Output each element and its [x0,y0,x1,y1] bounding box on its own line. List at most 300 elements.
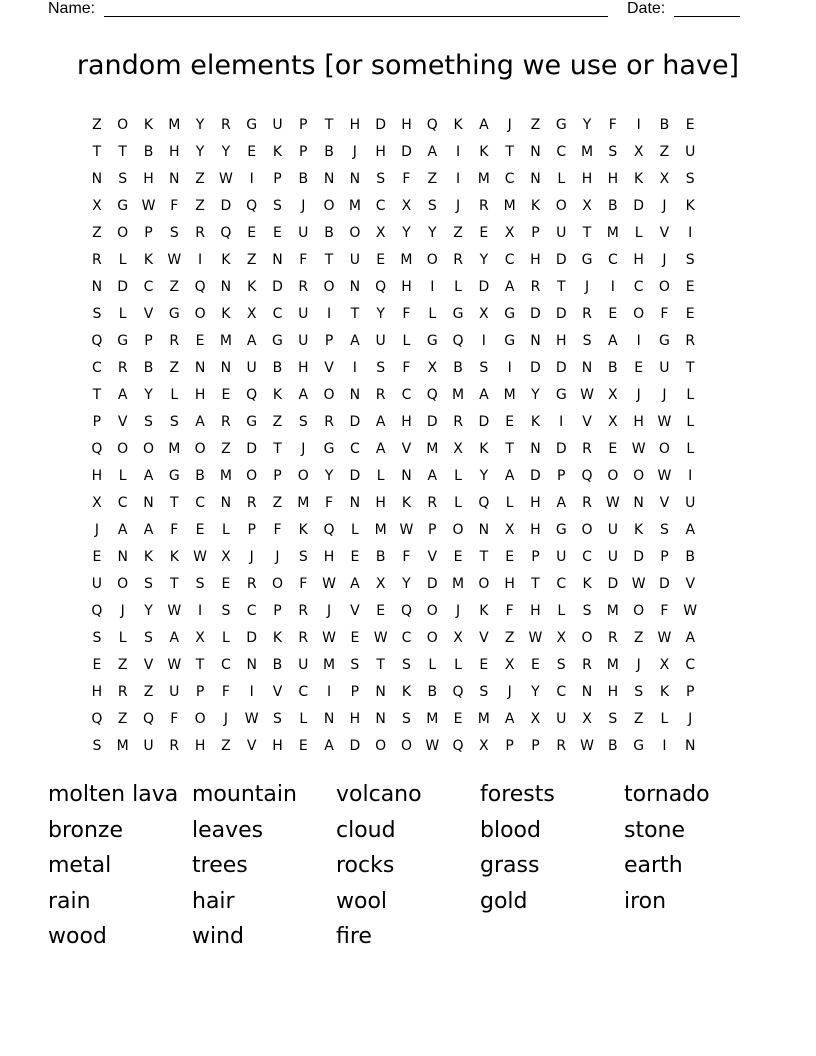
grid-letter[interactable]: M [323,656,336,673]
grid-letter[interactable]: P [428,521,437,538]
grid-letter[interactable]: O [400,737,412,754]
grid-letter[interactable]: I [249,170,254,187]
grid-letter[interactable]: O [323,386,335,403]
grid-letter[interactable]: G [659,332,670,349]
grid-letter[interactable]: O [452,521,464,538]
grid-letter[interactable]: S [92,305,102,322]
grid-letter[interactable]: H [607,170,619,187]
grid-letter[interactable]: Q [478,494,490,511]
grid-letter[interactable]: D [555,251,567,268]
grid-letter[interactable]: M [297,494,310,511]
grid-letter[interactable]: C [633,278,644,295]
grid-letter[interactable]: L [428,656,437,673]
grid-letter[interactable]: R [582,440,592,457]
grid-letter[interactable]: K [143,116,154,133]
grid-letter[interactable]: Y [144,386,153,403]
grid-letter[interactable]: A [143,521,154,538]
grid-letter[interactable]: R [246,494,257,511]
grid-letter[interactable]: C [582,548,592,565]
grid-letter[interactable]: P [531,548,540,565]
grid-letter[interactable]: W [167,251,182,268]
grid-letter[interactable]: Y [427,224,437,241]
grid-letter[interactable]: T [324,116,334,133]
grid-letter[interactable]: W [193,548,207,565]
grid-letter[interactable]: P [686,683,695,700]
grid-letter[interactable]: U [375,332,386,349]
grid-letter[interactable]: P [557,467,566,484]
grid-letter[interactable]: V [324,359,334,376]
grid-letter[interactable]: S [298,413,308,430]
grid-letter[interactable]: M [348,197,361,214]
grid-letter[interactable]: W [580,386,594,403]
grid-letter[interactable]: V [479,629,489,646]
grid-letter[interactable]: A [504,467,515,484]
grid-letter[interactable]: R [582,656,592,673]
grid-letter[interactable]: W [322,575,336,592]
grid-letter[interactable]: R [117,359,128,376]
grid-letter[interactable]: O [426,629,438,646]
grid-letter[interactable]: S [685,170,695,187]
grid-letter[interactable]: D [530,305,541,322]
grid-letter[interactable]: P [92,413,102,430]
grid-letter[interactable]: H [504,575,515,592]
grid-letter[interactable]: D [246,629,258,646]
grid-letter[interactable]: T [92,143,102,160]
grid-letter[interactable]: M [400,251,413,268]
grid-letter[interactable]: O [194,710,206,727]
grid-letter[interactable]: K [401,683,412,700]
grid-letter[interactable]: T [479,548,489,565]
grid-letter[interactable]: Z [272,413,283,430]
grid-letter[interactable]: T [685,359,695,376]
grid-letter[interactable]: A [479,116,489,133]
grid-letter[interactable]: J [327,602,332,619]
grid-letter[interactable]: E [273,224,282,241]
grid-letter[interactable]: E [92,548,102,565]
grid-letter[interactable]: E [221,386,231,403]
grid-letter[interactable]: F [660,602,669,619]
grid-letter[interactable]: H [401,413,412,430]
grid-letter[interactable]: M [606,602,619,619]
grid-letter[interactable]: X [504,656,515,673]
grid-letter[interactable]: J [301,440,306,457]
grid-letter[interactable]: K [479,440,489,457]
grid-letter[interactable]: H [375,494,386,511]
grid-letter[interactable]: O [323,197,335,214]
grid-letter[interactable]: A [556,494,567,511]
grid-letter[interactable]: Q [426,386,438,403]
grid-letter[interactable]: N [91,278,103,295]
grid-letter[interactable]: E [92,656,102,673]
grid-letter[interactable]: K [221,251,231,268]
grid-letter[interactable]: K [685,197,695,214]
grid-letter[interactable]: T [324,251,334,268]
grid-letter[interactable]: S [376,170,386,187]
grid-letter[interactable]: R [556,737,567,754]
grid-letter[interactable]: H [581,170,593,187]
grid-letter[interactable]: I [327,305,332,322]
grid-letter[interactable]: G [272,332,283,349]
grid-letter[interactable]: X [582,710,592,727]
grid-letter[interactable]: V [350,602,360,619]
grid-letter[interactable]: Z [195,197,205,214]
grid-letter[interactable]: Y [402,224,411,241]
grid-letter[interactable]: T [505,440,514,457]
grid-letter[interactable]: W [218,170,233,187]
grid-letter[interactable]: F [299,575,308,592]
grid-letter[interactable]: H [298,359,309,376]
grid-letter[interactable]: D [633,548,645,565]
grid-letter[interactable]: X [92,197,102,214]
grid-letter[interactable]: C [92,359,102,376]
grid-letter[interactable]: R [169,332,180,349]
grid-letter[interactable]: D [478,278,490,295]
grid-letter[interactable]: R [582,305,592,322]
grid-letter[interactable]: J [249,548,254,565]
grid-letter[interactable]: F [170,710,179,727]
grid-letter[interactable]: N [633,494,644,511]
grid-letter[interactable]: I [198,602,203,619]
grid-letter[interactable]: J [662,197,667,214]
grid-letter[interactable]: I [507,359,512,376]
grid-letter[interactable]: C [349,440,360,457]
grid-letter[interactable]: Y [531,386,540,403]
grid-letter[interactable]: B [659,116,670,133]
grid-letter[interactable]: Q [91,440,103,457]
grid-letter[interactable]: L [299,710,308,727]
grid-letter[interactable]: K [247,278,257,295]
grid-letter[interactable]: N [91,170,103,187]
grid-letter[interactable]: K [221,305,231,322]
grid-letter[interactable]: P [247,521,256,538]
grid-letter[interactable]: T [273,440,282,457]
grid-letter[interactable]: V [582,413,592,430]
grid-letter[interactable]: S [634,683,644,700]
grid-letter[interactable]: N [478,521,490,538]
grid-letter[interactable]: L [118,629,127,646]
grid-letter[interactable]: U [169,683,180,700]
grid-letter[interactable]: U [143,737,154,754]
grid-letter[interactable]: H [633,251,644,268]
grid-letter[interactable]: G [504,332,516,349]
grid-letter[interactable]: M [219,332,232,349]
grid-letter[interactable]: Q [452,332,464,349]
grid-letter[interactable]: N [220,494,232,511]
grid-letter[interactable]: S [685,251,695,268]
name-line[interactable] [104,16,608,17]
grid-letter[interactable]: A [169,629,180,646]
grid-letter[interactable]: H [91,683,103,700]
grid-letter[interactable]: E [221,575,231,592]
grid-letter[interactable]: J [688,710,693,727]
grid-letter[interactable]: J [507,116,512,133]
grid-letter[interactable]: F [170,521,179,538]
grid-letter[interactable]: K [272,629,283,646]
grid-letter[interactable]: A [117,521,128,538]
grid-letter[interactable]: D [530,467,541,484]
grid-letter[interactable]: E [376,251,386,268]
grid-letter[interactable]: Y [531,683,540,700]
grid-letter[interactable]: A [504,278,515,295]
grid-letter[interactable]: D [659,575,670,592]
grid-letter[interactable]: Z [633,629,644,646]
grid-letter[interactable]: F [402,305,411,322]
grid-letter[interactable]: L [350,521,359,538]
grid-letter[interactable]: X [633,143,644,160]
grid-letter[interactable]: T [556,278,566,295]
grid-letter[interactable]: I [688,467,693,484]
grid-letter[interactable]: N [117,548,128,565]
grid-letter[interactable]: E [634,359,644,376]
grid-letter[interactable]: F [273,521,282,538]
grid-letter[interactable]: S [298,548,308,565]
grid-letter[interactable]: J [301,197,306,214]
grid-letter[interactable]: Z [169,359,180,376]
grid-letter[interactable]: P [144,224,153,241]
grid-letter[interactable]: T [376,656,385,673]
grid-letter[interactable]: G [452,305,464,322]
grid-letter[interactable]: T [170,494,179,511]
grid-letter[interactable]: M [168,440,181,457]
grid-letter[interactable]: B [608,359,618,376]
grid-letter[interactable]: E [685,116,695,133]
grid-letter[interactable]: Q [142,710,154,727]
grid-letter[interactable]: G [168,305,180,322]
grid-letter[interactable]: R [298,602,309,619]
grid-letter[interactable]: H [91,467,103,484]
grid-letter[interactable]: L [118,305,127,322]
grid-letter[interactable]: M [426,710,439,727]
grid-letter[interactable]: S [582,332,592,349]
grid-letter[interactable]: B [143,359,154,376]
grid-letter[interactable]: N [530,170,541,187]
grid-letter[interactable]: O [117,440,129,457]
grid-letter[interactable]: D [401,143,412,160]
grid-letter[interactable]: D [349,737,361,754]
grid-letter[interactable]: G [168,467,180,484]
grid-letter[interactable]: E [505,548,515,565]
grid-letter[interactable]: E [195,332,205,349]
grid-letter[interactable]: G [633,737,645,754]
grid-letter[interactable]: Z [195,170,205,187]
grid-letter[interactable]: U [556,548,567,565]
grid-letter[interactable]: U [556,710,567,727]
grid-letter[interactable]: U [607,521,618,538]
grid-letter[interactable]: Z [659,143,670,160]
grid-letter[interactable]: A [375,440,386,457]
grid-letter[interactable]: K [530,197,541,214]
grid-letter[interactable]: W [657,413,672,430]
grid-letter[interactable]: H [555,332,567,349]
grid-letter[interactable]: C [401,629,412,646]
grid-letter[interactable]: D [117,278,129,295]
grid-letter[interactable]: H [530,494,541,511]
grid-letter[interactable]: H [530,602,541,619]
grid-letter[interactable]: B [685,548,696,565]
grid-letter[interactable]: O [323,278,335,295]
grid-letter[interactable]: O [607,467,619,484]
grid-letter[interactable]: C [195,494,205,511]
grid-letter[interactable]: J [120,602,125,619]
grid-letter[interactable]: K [453,116,463,133]
grid-letter[interactable]: Y [195,116,205,133]
grid-letter[interactable]: J [94,521,99,538]
grid-letter[interactable]: X [195,629,205,646]
grid-letter[interactable]: K [634,521,644,538]
grid-letter[interactable]: X [479,305,489,322]
grid-letter[interactable]: S [169,224,179,241]
grid-letter[interactable]: V [427,548,438,565]
grid-letter[interactable]: V [401,440,412,457]
grid-letter[interactable]: W [141,197,156,214]
grid-letter[interactable]: X [659,170,670,187]
grid-letter[interactable]: E [298,737,308,754]
grid-letter[interactable]: T [531,575,540,592]
grid-letter[interactable]: S [92,629,102,646]
grid-letter[interactable]: Q [91,602,103,619]
grid-letter[interactable]: Q [246,386,258,403]
grid-letter[interactable]: R [453,251,463,268]
grid-letter[interactable]: E [531,656,540,673]
grid-letter[interactable]: Q [91,332,103,349]
grid-letter[interactable]: G [246,413,258,430]
grid-letter[interactable]: O [246,467,258,484]
grid-letter[interactable]: C [246,602,257,619]
grid-letter[interactable]: E [608,440,618,457]
grid-letter[interactable]: L [221,629,230,646]
grid-letter[interactable]: Z [246,251,257,268]
grid-letter[interactable]: Z [92,224,102,241]
grid-letter[interactable]: M [219,467,232,484]
grid-letter[interactable]: C [504,170,515,187]
grid-letter[interactable]: T [350,305,360,322]
grid-letter[interactable]: G [117,197,129,214]
grid-letter[interactable]: W [683,602,698,619]
grid-letter[interactable]: S [608,710,618,727]
grid-letter[interactable]: P [299,143,308,160]
grid-letter[interactable]: E [685,305,695,322]
grid-letter[interactable]: R [453,413,463,430]
grid-letter[interactable]: B [608,737,618,754]
grid-letter[interactable]: O [581,629,593,646]
grid-letter[interactable]: X [479,737,489,754]
grid-letter[interactable]: Y [479,251,489,268]
grid-letter[interactable]: O [658,278,670,295]
grid-letter[interactable]: O [426,251,438,268]
grid-letter[interactable]: A [195,413,205,430]
grid-letter[interactable]: K [401,494,412,511]
grid-letter[interactable]: I [198,251,203,268]
grid-letter[interactable]: D [633,197,645,214]
grid-letter[interactable]: I [455,143,461,160]
grid-letter[interactable]: U [685,494,696,511]
grid-letter[interactable]: A [685,521,696,538]
grid-letter[interactable]: I [352,359,357,376]
grid-letter[interactable]: C [685,656,696,673]
grid-letter[interactable]: O [194,305,206,322]
grid-letter[interactable]: C [272,305,283,322]
grid-letter[interactable]: V [143,305,154,322]
grid-letter[interactable]: N [530,332,541,349]
grid-letter[interactable]: O [117,575,129,592]
grid-letter[interactable]: X [530,710,541,727]
grid-letter[interactable]: T [92,386,102,403]
grid-letter[interactable]: N [323,710,335,727]
grid-letter[interactable]: N [246,656,257,673]
grid-letter[interactable]: W [631,575,646,592]
grid-letter[interactable]: M [503,386,516,403]
grid-letter[interactable]: F [660,305,669,322]
grid-letter[interactable]: B [324,143,334,160]
grid-letter[interactable]: D [478,413,490,430]
grid-letter[interactable]: Z [221,737,231,754]
grid-letter[interactable]: S [582,602,592,619]
grid-letter[interactable]: H [349,116,361,133]
grid-letter[interactable]: B [143,143,154,160]
grid-letter[interactable]: S [376,359,386,376]
grid-letter[interactable]: O [271,575,283,592]
grid-letter[interactable]: I [636,116,641,133]
grid-letter[interactable]: D [349,467,361,484]
grid-letter[interactable]: S [221,602,231,619]
grid-letter[interactable]: X [659,656,670,673]
grid-letter[interactable]: X [453,440,463,457]
grid-letter[interactable]: Z [633,710,644,727]
grid-letter[interactable]: M [580,143,594,160]
grid-letter[interactable]: H [375,143,386,160]
grid-letter[interactable]: Z [272,494,283,511]
grid-letter[interactable]: Y [376,305,385,322]
grid-letter[interactable]: O [142,440,154,457]
grid-letter[interactable]: S [350,656,360,673]
grid-letter[interactable]: G [581,251,593,268]
grid-letter[interactable]: J [636,656,641,673]
grid-letter[interactable]: F [170,197,179,214]
grid-letter[interactable]: L [686,386,695,403]
grid-letter[interactable]: E [350,548,360,565]
grid-letter[interactable]: H [633,413,644,430]
grid-letter[interactable]: L [402,332,411,349]
grid-letter[interactable]: H [272,737,283,754]
grid-letter[interactable]: D [607,575,619,592]
grid-letter[interactable]: O [426,602,438,619]
grid-letter[interactable]: Z [453,224,463,241]
grid-letter[interactable]: N [272,251,283,268]
grid-letter[interactable]: N [375,710,386,727]
grid-letter[interactable]: P [195,683,205,700]
date-line[interactable] [674,16,740,17]
grid-letter[interactable]: O [194,440,206,457]
grid-letter[interactable]: R [246,575,257,592]
grid-letter[interactable]: M [168,116,181,133]
grid-letter[interactable]: D [272,278,283,295]
grid-letter[interactable]: J [275,548,280,565]
grid-letter[interactable]: Y [195,143,205,160]
grid-letter[interactable]: C [556,683,567,700]
grid-letter[interactable]: P [144,332,153,349]
grid-letter[interactable]: K [582,575,592,592]
grid-letter[interactable]: Z [530,116,541,133]
grid-letter[interactable]: H [607,683,619,700]
grid-letter[interactable]: I [455,170,461,187]
grid-letter[interactable]: V [246,737,257,754]
grid-letter[interactable]: B [453,359,463,376]
grid-letter[interactable]: Q [400,602,412,619]
grid-letter[interactable]: X [375,224,386,241]
grid-letter[interactable]: N [581,359,593,376]
grid-letter[interactable]: B [272,359,283,376]
grid-letter[interactable]: X [556,629,567,646]
